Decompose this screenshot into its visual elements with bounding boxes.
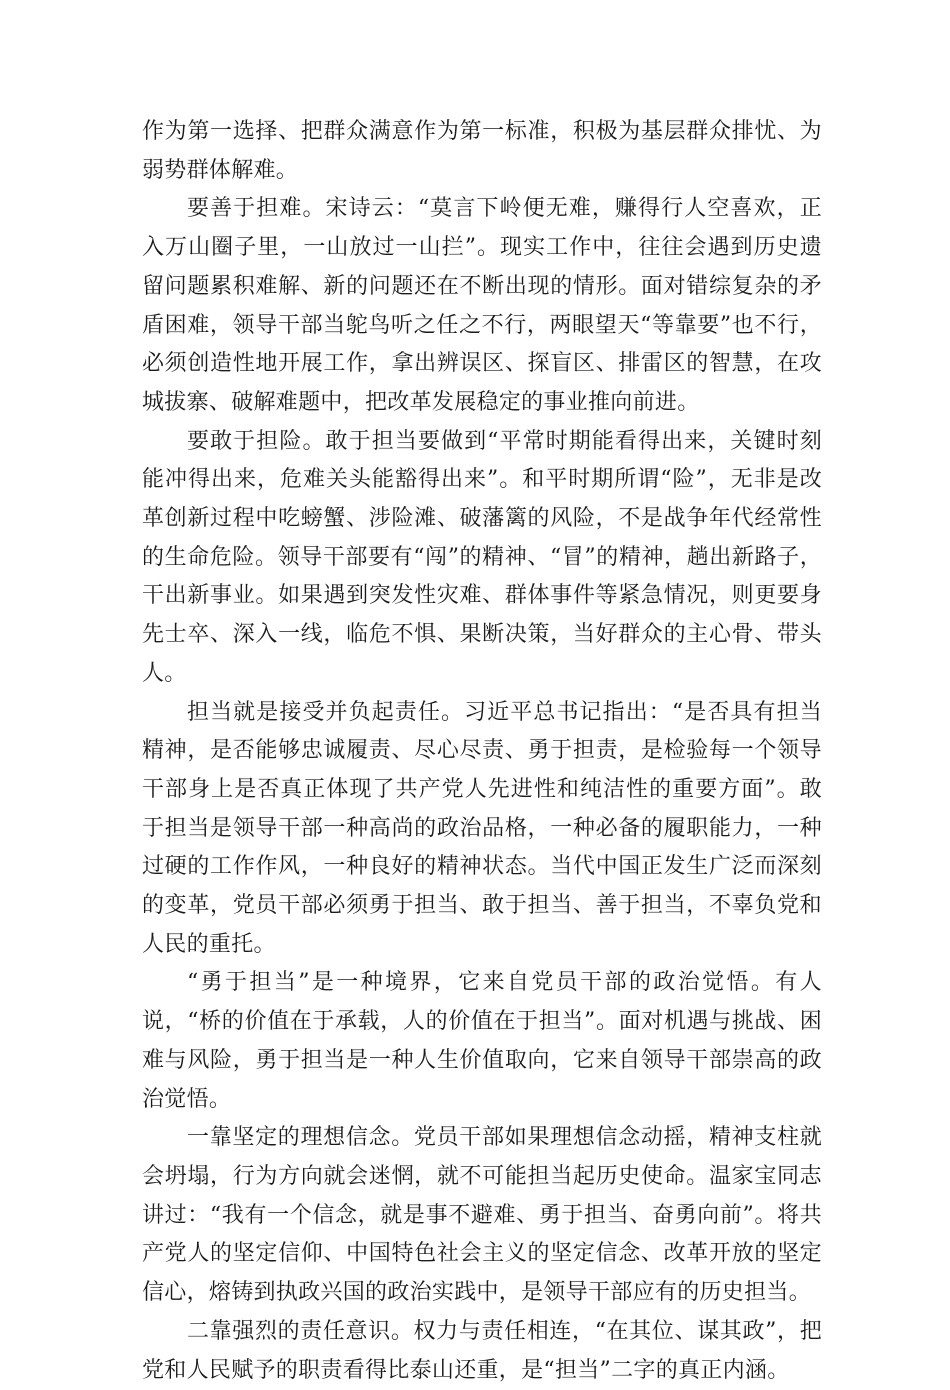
paragraph-2: 要善于担难。宋诗云：“莫言下岭便无难，赚得行人空喜欢，正入万山圈子里，一山放过一山拦”。现实工作中，往往会遇到历史遗留问题累积难解、新的问题还在不断出现的情形。面对错综复杂的矛盾困难，领导干部当鸵鸟听之任之不行，两眼望天“等靠要”也不行，必须创造性地开展工作，拿出辨误区、探盲区、排雷区的智慧，在攻城拔寨、破解难题中，把改革发展稳定的事业推向前进。 bbox=[142, 196, 822, 415]
paragraph-3: 要敢于担险。敢于担当要做到“平常时期能看得出来，关键时刻能冲得出来，危难关头能豁得出来”。和平时期所谓“险”，无非是改革创新过程中吃螃蟹、涉险滩、破藩篱的风险，不是战争年代经常性的生命危险。领导干部要有“闯”的精神、“冒”的精神，趟出新路子，干出新事业。如果遇到突发性灾难、群体事件等紧急情况，则更要身先士卒、深入一线，临危不惧、果断决策，当好群众的主心骨、带头人。 bbox=[142, 428, 822, 686]
paragraph-1: 作为第一选择、把群众满意作为第一标准，积极为基层群众排忧、为弱势群体解难。 bbox=[142, 119, 822, 183]
paragraph-4: 担当就是接受并负起责任。习近平总书记指出：“是否具有担当精神，是否能够忠诚履责、尽心尽责、勇于担责，是检验每一个领导干部身上是否真正体现了共产党人先进性和纯洁性的重要方面”。敢于担当是领导干部一种高尚的政治品格，一种必备的履职能力，一种过硬的工作作风，一种良好的精神状态。当代中国正发生广泛而深刻的变革，党员干部必须勇于担当、敢于担当、善于担当，不辜负党和人民的重托。 bbox=[142, 699, 822, 957]
document-body bbox=[142, 113, 822, 1390]
paragraph-5: “勇于担当”是一种境界，它来自党员干部的政治觉悟。有人说，“桥的价值在于承载，人的价值在于担当”。面对机遇与挑战、困难与风险，勇于担当是一种人生价值取向，它来自领导干部崇高的政治觉悟。 bbox=[142, 970, 822, 1112]
paragraph-7: 二靠强烈的责任意识。权力与责任相连，“在其位、谋其政”，把党和人民赋予的职责看得比泰山还重，是“担当”二字的真正内涵。 bbox=[142, 1318, 822, 1383]
paragraph-6: 一靠坚定的理想信念。党员干部如果理想信念动摇，精神支柱就会坍塌，行为方向就会迷惘，就不可能担当起历史使命。温家宝同志讲过：“我有一个信念，就是事不避难、勇于担当、奋勇向前”。将共产党人的坚定信仰、中国特色社会主义的坚定信念、改革开放的坚定信心，熔铸到执政兴国的政治实践中，是领导干部应有的历史担当。 bbox=[142, 1125, 822, 1306]
